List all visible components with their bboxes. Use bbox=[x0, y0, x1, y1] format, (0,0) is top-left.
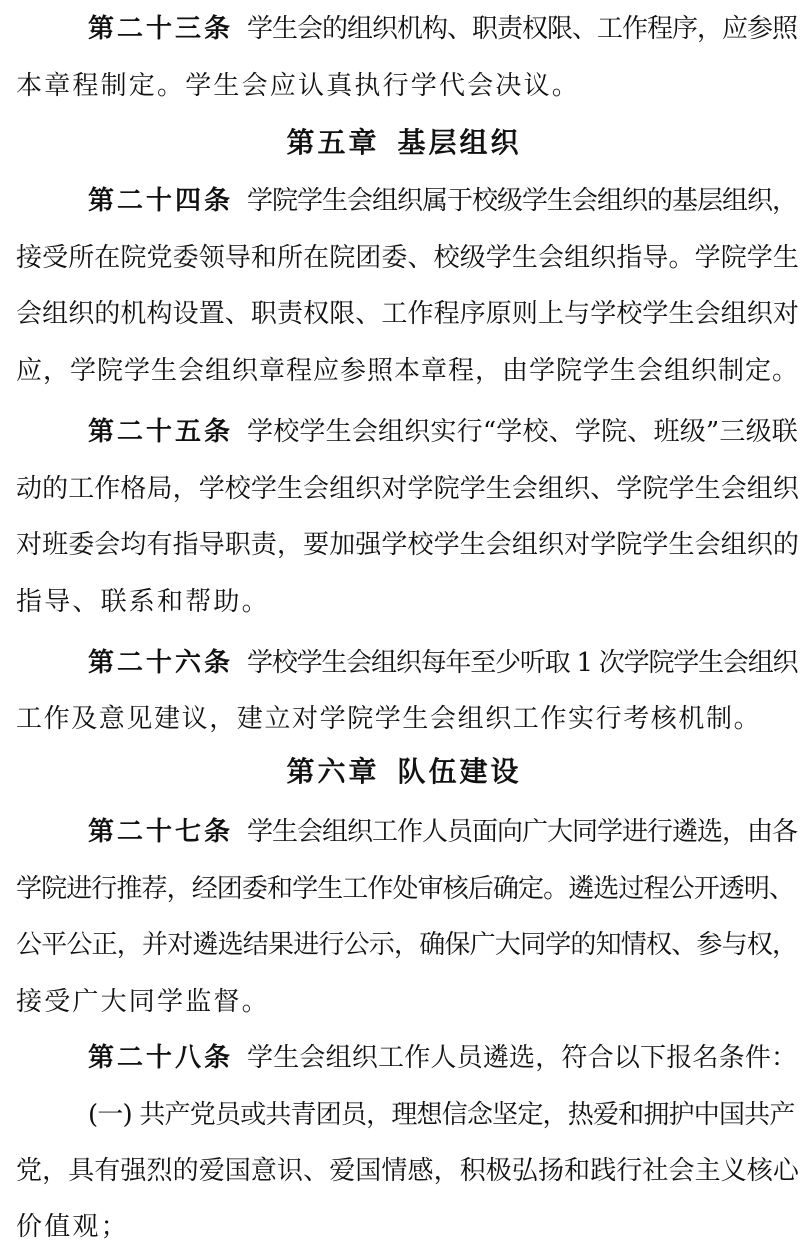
article-28-line-1 bbox=[88, 1041, 797, 1075]
article-24-text: 学院学生会组织属于校级学生会组织的基层组织， bbox=[247, 186, 798, 216]
article-25-line-1 bbox=[88, 415, 798, 449]
article-27-line-2: 学院进行推荐，经团委和学生工作处审核后确定。遴选过程公开透明、 bbox=[16, 874, 795, 904]
article-25-line-2: 动的工作格局，学校学生会组织对学院学生会组织、学院学生会组织 bbox=[16, 474, 800, 504]
article-27-text: 学生会组织工作人员面向广大同学进行遴选，由各 bbox=[247, 817, 798, 847]
article-28-text: 学生会组织工作人员遴选，符合以下报名条件： bbox=[247, 1043, 798, 1073]
article-24-line-4: 应，学院学生会组织章程应参照本章程，由学院学生会组织制定。 bbox=[16, 356, 800, 386]
article-24-number: 第二十四条 bbox=[88, 186, 234, 216]
article-25-text: 学校学生会组织实行“学校、学院、班级”三级联 bbox=[247, 417, 799, 447]
article-27-number: 第二十七条 bbox=[88, 817, 234, 847]
article-27-line-1 bbox=[88, 815, 797, 849]
article-26-number: 第二十六条 bbox=[88, 648, 234, 678]
article-25-line-3: 对班委会均有指导职责，要加强学校学生会组织对学院学生会组织的 bbox=[16, 530, 800, 560]
item-1-line-3: 价值观； bbox=[16, 1212, 129, 1242]
chapter-6-number: 第六章 bbox=[286, 755, 380, 788]
article-24-line-3: 会组织的机构设置、职责权限、工作程序原则上与学校学生会组织对 bbox=[16, 299, 800, 329]
article-26-line-2: 工作及意见建议，建立对学院学生会组织工作实行考核机制。 bbox=[16, 704, 762, 734]
chapter-6-heading bbox=[0, 754, 808, 790]
article-25-line-4: 指导、联系和帮助。 bbox=[16, 587, 270, 617]
article-26-text: 学校学生会组织每年至少听取 1 次学院学生会组织 bbox=[247, 648, 798, 678]
chapter-5-heading bbox=[0, 125, 808, 161]
article-28-number: 第二十八条 bbox=[88, 1043, 234, 1073]
article-27-line-3: 公平公正，并对遴选结果进行公示，确保广大同学的知情权、参与权， bbox=[16, 930, 798, 960]
article-24-line-2: 接受所在院党委领导和所在院团委、校级学生会组织指导。学院学生 bbox=[16, 243, 800, 273]
article-23-line-1 bbox=[88, 12, 797, 46]
item-1-line-1: (一) 共产党员或共青团员，理想信念坚定，热爱和拥护中国共产 bbox=[88, 1100, 795, 1130]
chapter-6-title: 队伍建设 bbox=[397, 755, 522, 788]
article-23-text: 学生会的组织机构、职责权限、工作程序，应参照 bbox=[247, 14, 798, 44]
article-23-line-2: 本章程制定。学生会应认真执行学代会决议。 bbox=[16, 71, 581, 101]
article-23-number: 第二十三条 bbox=[88, 14, 234, 44]
article-25-number: 第二十五条 bbox=[88, 417, 234, 447]
article-24-line-1 bbox=[88, 184, 797, 218]
article-27-line-4: 接受广大同学监督。 bbox=[16, 987, 270, 1017]
article-26-line-1 bbox=[88, 646, 797, 680]
chapter-5-title: 基层组织 bbox=[397, 126, 522, 159]
chapter-5-number: 第五章 bbox=[286, 126, 380, 159]
item-1-line-2: 党，具有强烈的爱国意识、爱国情感，积极弘扬和践行社会主义核心 bbox=[16, 1156, 800, 1186]
